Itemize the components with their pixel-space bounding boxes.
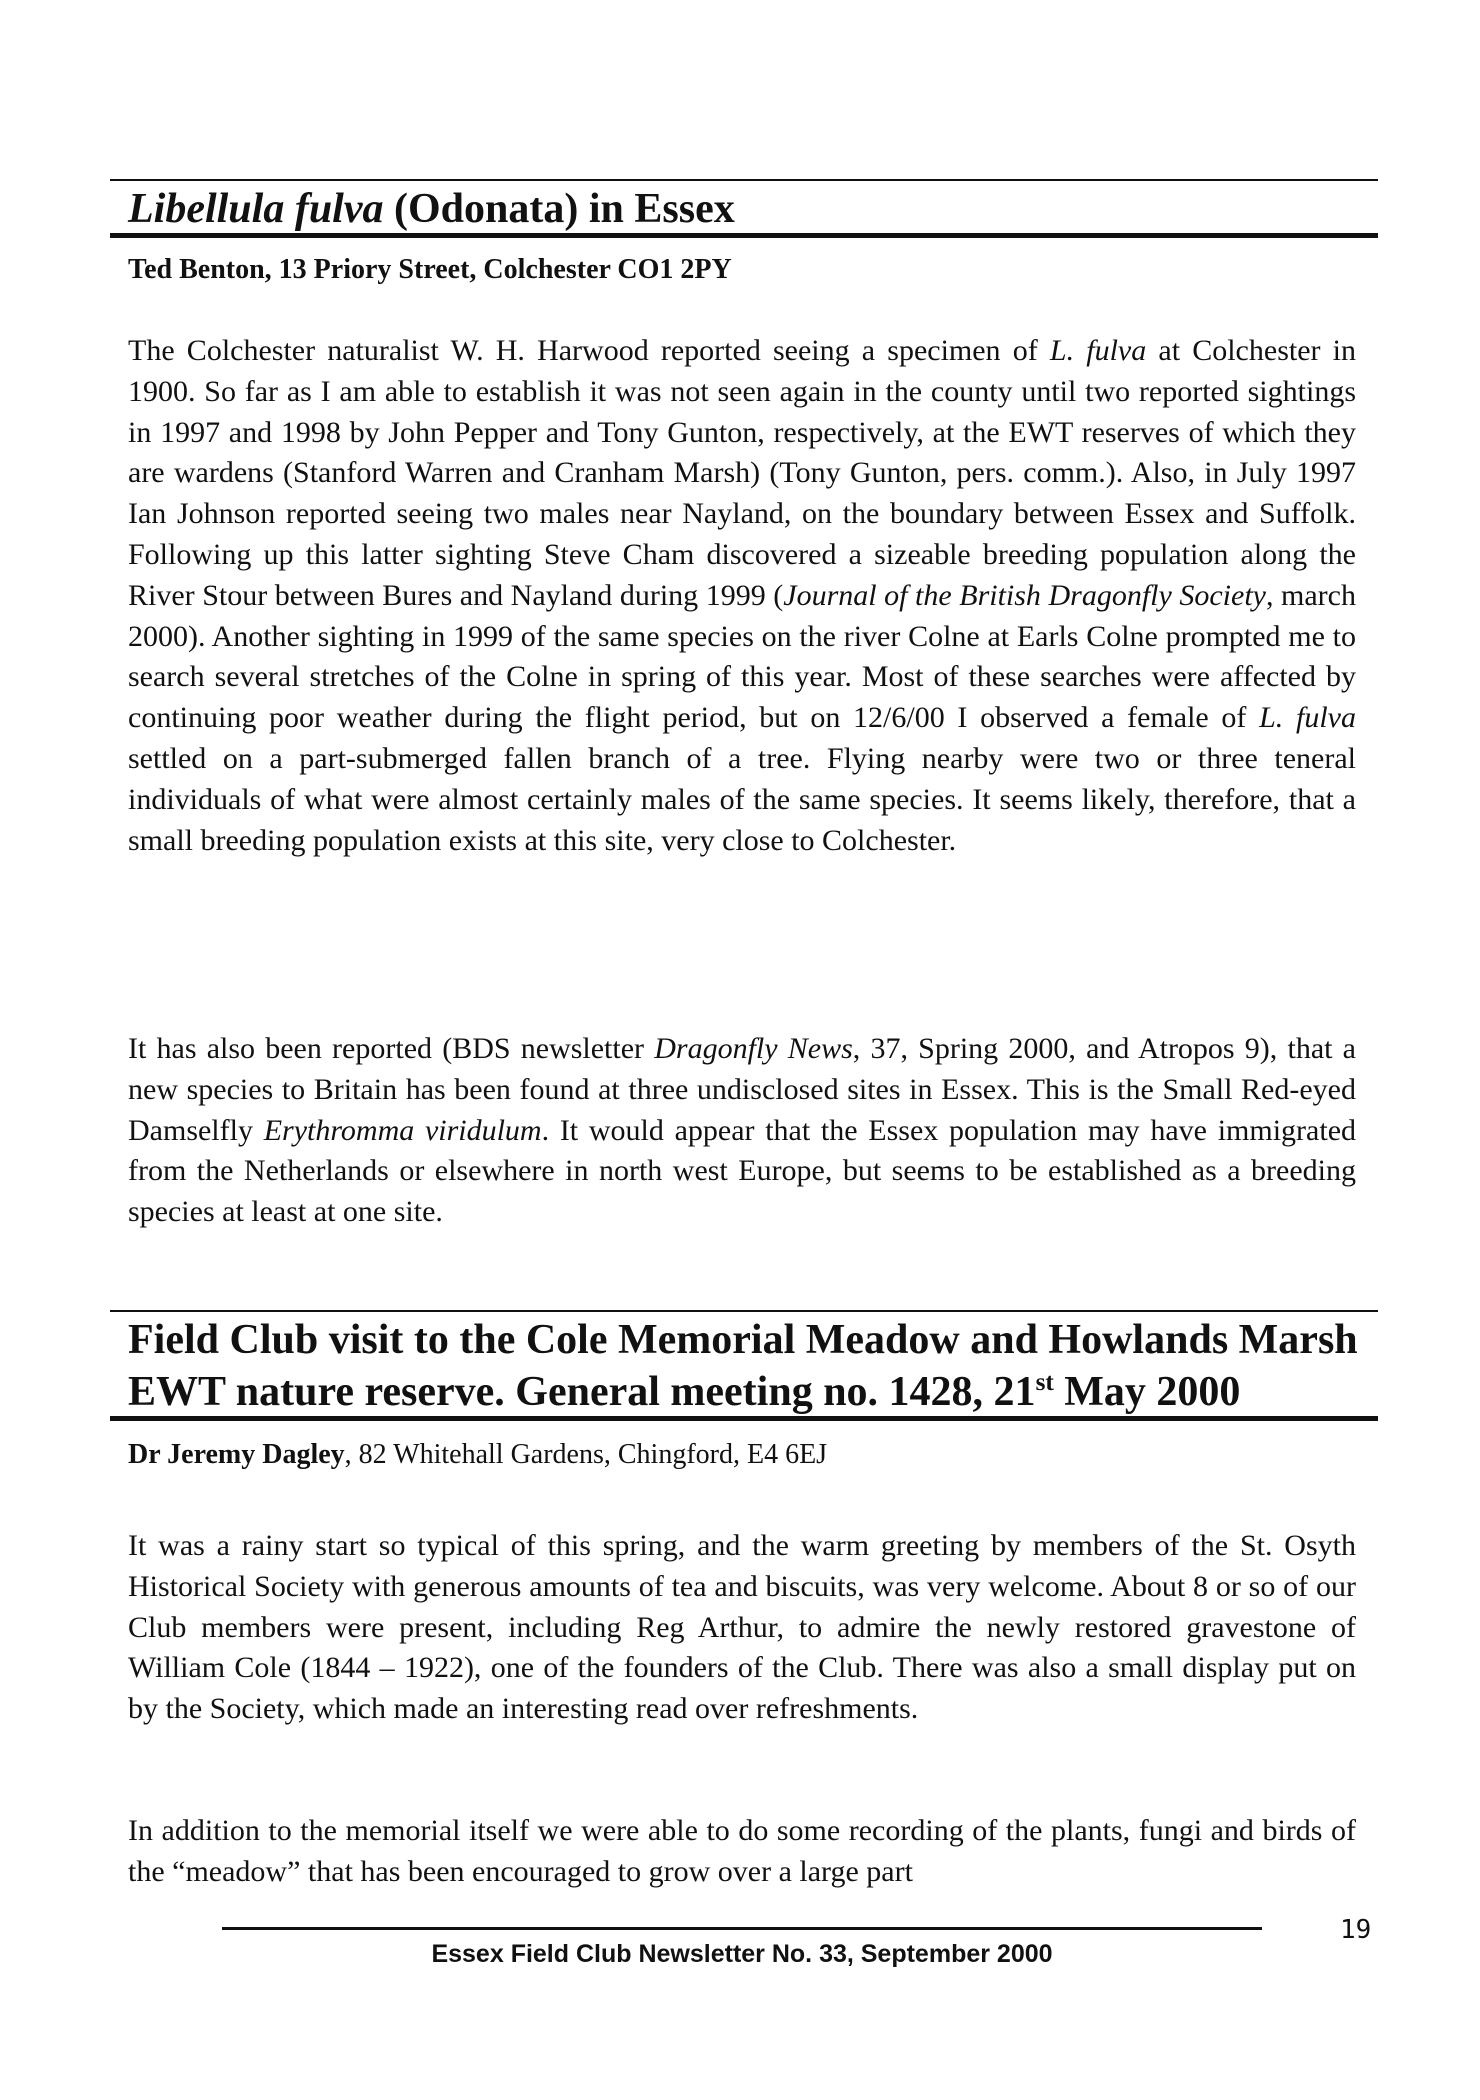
text-run: The Colchester naturalist W. H. Harwood reported seeing a specimen of xyxy=(128,334,1050,367)
newsletter-title: Dragonfly News xyxy=(654,1032,853,1065)
article1-title-species: Libellula fulva xyxy=(128,186,384,232)
text-run: It has also been reported (BDS newsletter xyxy=(128,1032,655,1065)
species-name: L. fulva xyxy=(1049,334,1147,367)
text-run: , march 2000). Another sighting in 1999 of the same species on the river Colne at Earls Colne prompted me to search several stretches of the Colne in spring of this year. Most of these searches were affected by continuing poor weather during the flight period, but on 12/6/00 I observed a female of xyxy=(128,578,1356,735)
article1-author xyxy=(128,252,1358,288)
article2-title-line2a: EWT nature reserve. General meeting no. 1428, 21 xyxy=(128,1369,1036,1415)
text-run: settled on a part-submerged fallen branch of a tree. Flying nearby were two or three teneral individuals of what were almost certainly males of the same species. It seems likely, therefore, that a small breeding population exists at this site, very close to Colchester. xyxy=(128,741,1356,857)
text-run: at Colchester in 1900. So far as I am able to establish it was not seen again in the county until two reported sightings in 1997 and 1998 by John Pepper and Tony Gunton, respectively, at the EWT reserves of which they are wardens (Stanford Warren and Cranham Marsh) (Tony Gunton, pers. comm.). Also, in July 1997 Ian Johnson reported seeing two males near Nayland, on the boundary between Essex and Suffolk. Following up this latter sighting Steve Cham discovered a sizeable breeding population along the River Stour between Bures and Nayland during 1999 ( xyxy=(128,334,1357,612)
article2-author xyxy=(128,1437,1358,1473)
article2-author-address: , 82 Whitehall Gardens, Chingford, E4 6EJ xyxy=(344,1439,828,1470)
article1-title xyxy=(128,183,1378,235)
text-run: . It would appear that the Essex population may have immigrated from the Netherlands or elsewhere in north west Europe, but seems to be established as a breeding species at least at one site. xyxy=(128,1113,1357,1229)
article1-title-rest: (Odonata) in Essex xyxy=(383,186,735,232)
article2-bottom-rule xyxy=(110,1416,1378,1421)
article2-top-rule xyxy=(110,1310,1378,1312)
article1-bottom-rule xyxy=(110,233,1378,238)
article2-title-line1: Field Club visit to the Cole Memorial Meadow and Howlands Marsh xyxy=(128,1317,1358,1363)
article2-paragraph-2: In addition to the memorial itself we were able to do some recording of the plants, fungi and birds of the “meadow” that has been encouraged to grow over a large part xyxy=(128,1814,1356,1888)
article2-title xyxy=(128,1314,1378,1418)
article2-author-name: Dr Jeremy Dagley xyxy=(128,1439,345,1470)
article1-top-rule xyxy=(110,179,1378,181)
journal-title: Journal of the British Dragonfly Society xyxy=(783,578,1266,612)
species-name: L. fulva xyxy=(1259,701,1356,735)
page-number: 19 xyxy=(1340,1915,1372,1945)
article2-title-superscript: st xyxy=(1035,1369,1054,1396)
footer-rule xyxy=(222,1927,1262,1930)
article1-author-text: Ted Benton, 13 Priory Street, Colchester CO1 2PY xyxy=(128,254,732,285)
article2-title-line2b: May 2000 xyxy=(1053,1369,1241,1415)
text-run: , 37, Spring 2000, and Atropos 9), that a new species to Britain has been found at three undisclosed sites in Essex. This is the Small Red-eyed Damselfly xyxy=(128,1032,1356,1147)
species-name: Erythromma viridulum xyxy=(263,1113,542,1147)
article1-paragraph-1 xyxy=(128,331,1356,861)
article1-paragraph-2 xyxy=(128,1029,1356,1233)
article2-paragraph-1: It was a rainy start so typical of this spring, and the warm greeting by members of the St. Osyth Historical Society with generous amounts of tea and biscuits, was very welcome. About 8 or so of our Club members were present, including Reg Arthur, to admire the newly restored gravestone of William Cole (1844 – 1922), one of the founders of the Club. There was also a small display put on by the Society, which made an interesting read over refreshments. xyxy=(128,1529,1356,1726)
footer-newsletter-title: Essex Field Club Newsletter No. 33, September 2000 xyxy=(431,1940,1053,1968)
